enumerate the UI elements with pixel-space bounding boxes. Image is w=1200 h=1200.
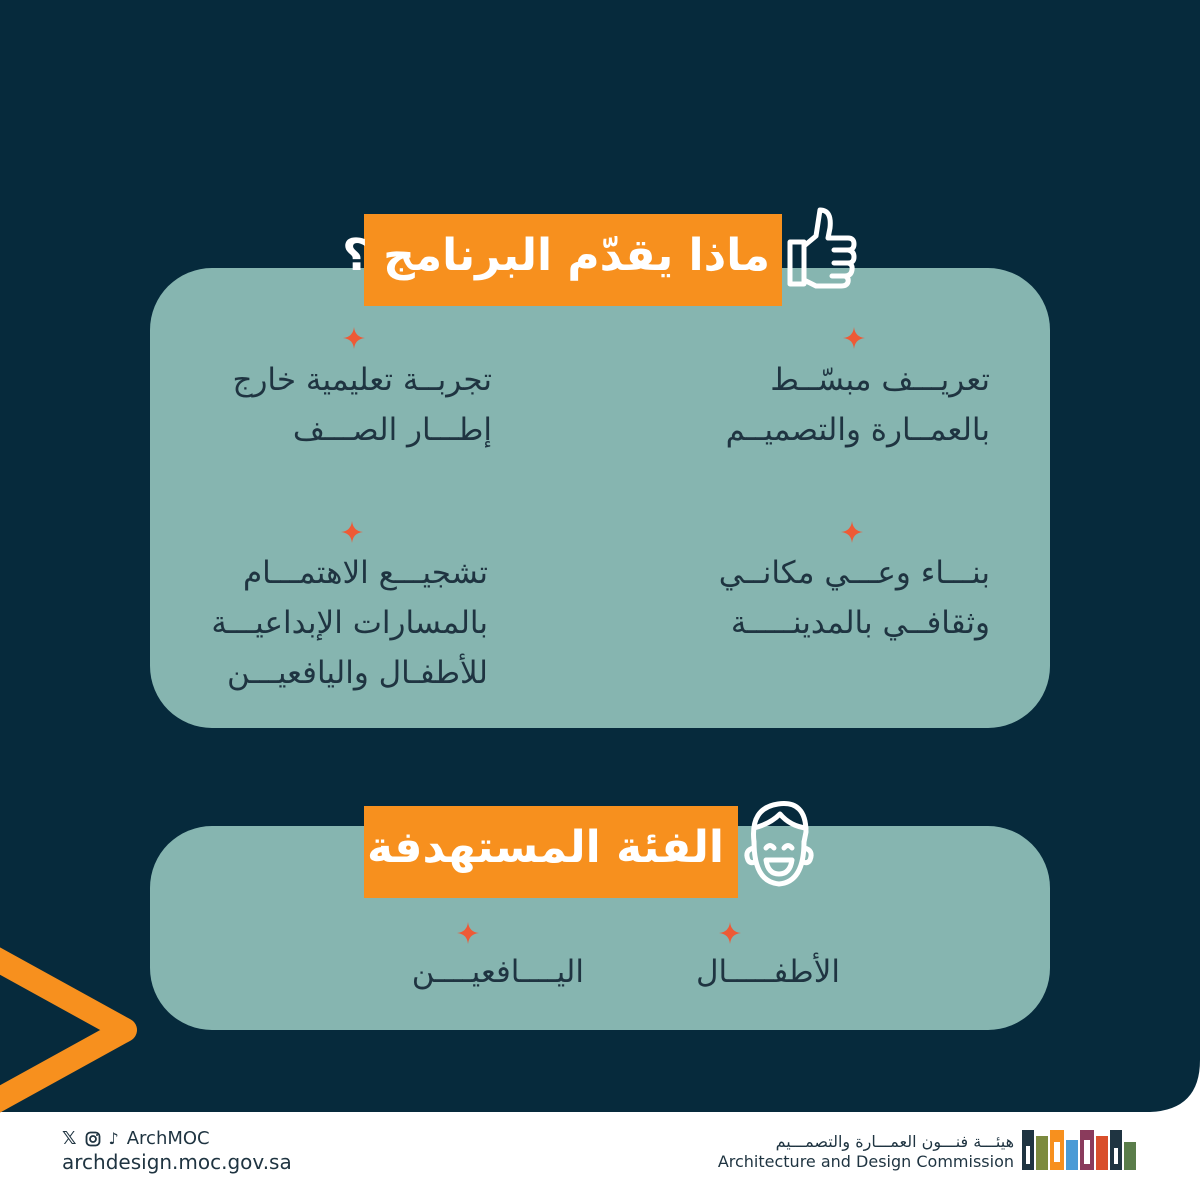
commission-logo: [1022, 1126, 1140, 1174]
social-handles: [62, 1128, 210, 1149]
audience-item-teenagers: اليــــافعيــــن: [411, 954, 584, 990]
instagram-icon[interactable]: [85, 1131, 101, 1147]
audience-item-children: الأطفـــــال: [695, 954, 840, 990]
offer-title: ماذا يقدّم البرنامج ؟: [342, 230, 770, 281]
bullet-icon: [841, 521, 863, 543]
org-name-english: Architecture and Design Commission: [717, 1152, 1014, 1171]
thumbs-up-icon: [786, 206, 858, 290]
bullet-icon: [341, 521, 363, 543]
bullet-icon: [843, 327, 865, 349]
x-icon[interactable]: 𝕏: [62, 1128, 77, 1149]
bullet-icon: [719, 922, 741, 944]
bullet-icon: [343, 327, 365, 349]
offer-item-encourage-interest: تشجيـــع الاهتمـــام بالمسارات الإبداعيـــة للأطفـال واليافعيـــن: [211, 555, 488, 691]
tiktok-icon[interactable]: ♪: [108, 1129, 119, 1148]
offer-item-spatial-awareness: بنـــاء وعـــي مكانــي وثقافــي بالمدينـــــة: [718, 555, 990, 641]
social-handle[interactable]: ArchMOC: [126, 1128, 210, 1149]
org-name-arabic: هيئـــة فنـــون العمـــارة والتصمـــيم: [775, 1132, 1014, 1151]
bullet-icon: [457, 922, 479, 944]
offer-item-learning-experience: تجربــة تعليمية خارج إطـــار الصـــف: [232, 362, 492, 448]
audience-title: الفئة المستهدفة: [366, 822, 724, 873]
offer-item-simplified-intro: تعريـــف مبسّــط بالعمــارة والتصميــم: [725, 362, 990, 448]
website-url[interactable]: archdesign.moc.gov.sa: [62, 1150, 292, 1174]
smiling-face-icon: [740, 798, 818, 890]
